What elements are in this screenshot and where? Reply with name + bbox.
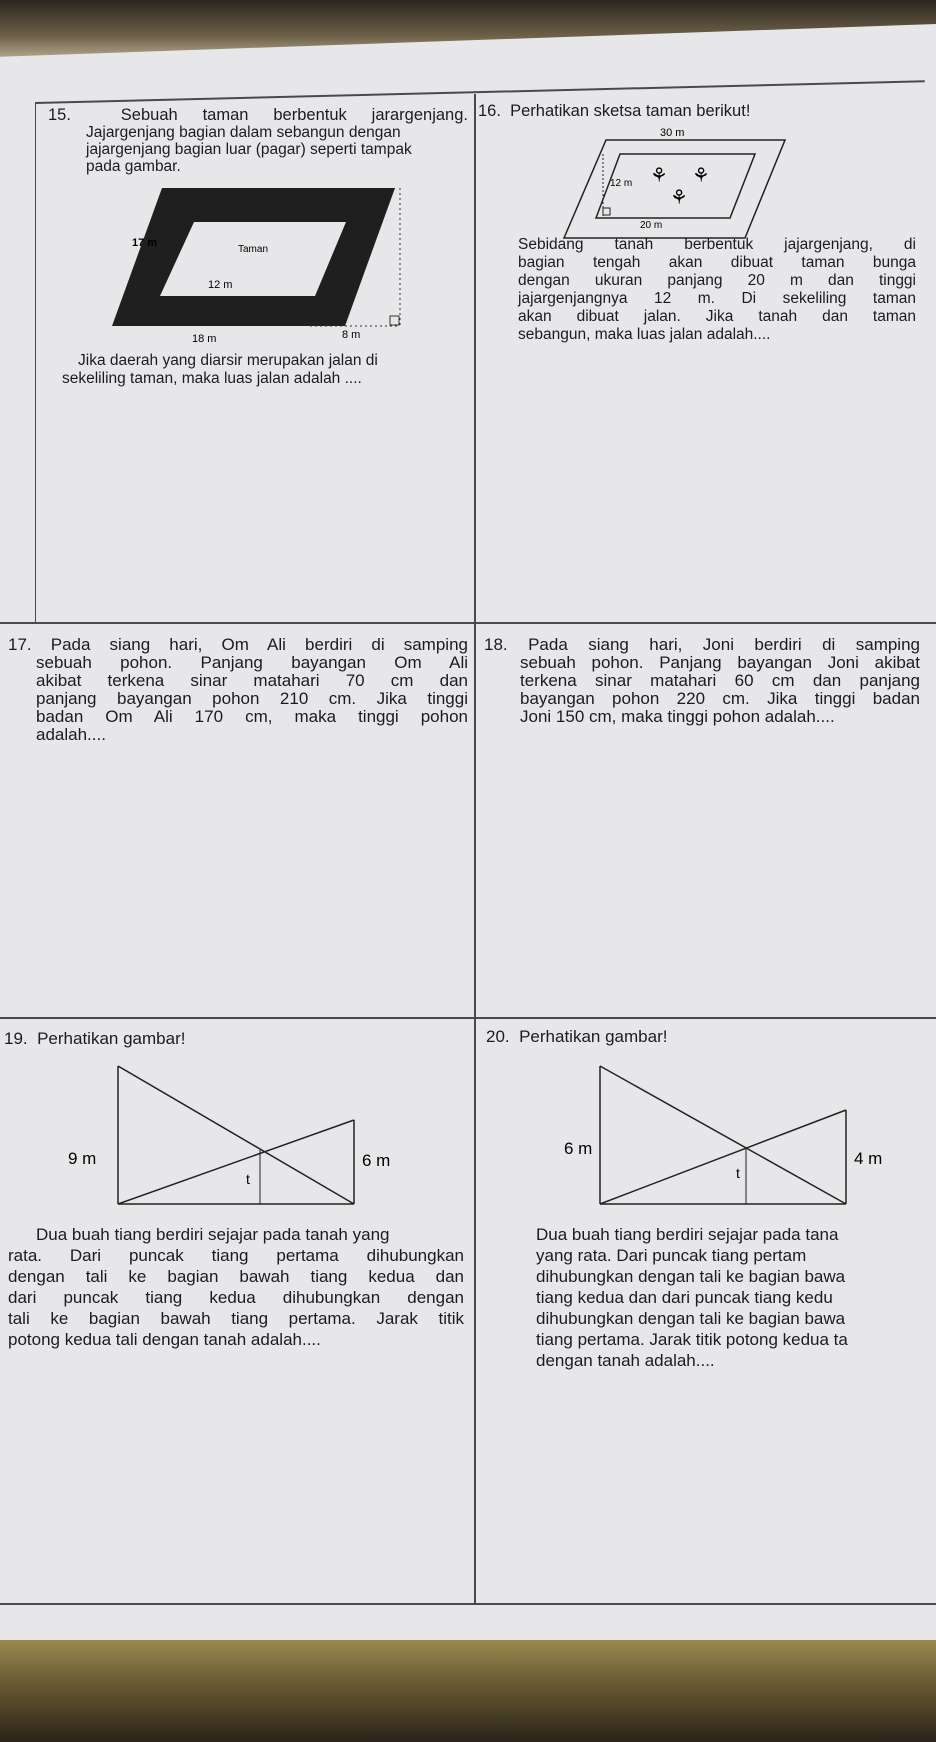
- q19-label-t: t: [246, 1171, 250, 1187]
- q19-rope-2: [118, 1120, 354, 1204]
- q15-label-17: 17 m: [132, 237, 158, 249]
- q15-question: [62, 352, 468, 388]
- q20-line-1: Dua buah tiang berdiri sejajar pada tana: [536, 1225, 839, 1244]
- q17-line-5: badan Om Ali 170 cm, maka tinggi pohon: [36, 707, 468, 726]
- q20-label-right: 4 m: [854, 1149, 883, 1168]
- q19-line-3: dengan tali ke bagian bawah tiang kedua dan: [8, 1267, 464, 1286]
- q18-line-5: Joni 150 cm, maka tinggi pohon adalah....: [520, 707, 835, 726]
- q15-label-12: 12 m: [208, 279, 233, 291]
- background-bottom: [0, 1640, 936, 1742]
- rule-row2: [0, 1017, 936, 1019]
- q18-line-2: sebuah pohon. Panjang bayangan Joni akibat: [520, 653, 920, 672]
- q20-line-7: dengan tanah adalah....: [536, 1351, 715, 1370]
- q16-label-30: 30 m: [660, 127, 685, 139]
- q20-label-left: 6 m: [564, 1139, 593, 1158]
- q20-title: 20. Perhatikan gambar!: [486, 1027, 668, 1046]
- q15-line-4: pada gambar.: [86, 158, 181, 175]
- q17-line-1: 17. Pada siang hari, Om Ali berdiri di samping: [8, 635, 468, 654]
- q15-label-18: 18 m: [192, 333, 217, 345]
- q20-poles-figure: [560, 1058, 890, 1208]
- q18-line-1: 18. Pada siang hari, Joni berdiri di samping: [484, 635, 920, 654]
- q17-body: [36, 654, 468, 744]
- q15-line-1: 15. Sebuah taman berbentuk jarargenjang.: [48, 106, 468, 124]
- q20-line-3: dihubungkan dengan tali ke bagian bawa: [536, 1267, 846, 1286]
- q19-line-6: potong kedua tali dengan tanah adalah....: [8, 1330, 321, 1349]
- q15-intro: [86, 124, 468, 175]
- q15-question-line-2: sekeliling taman, maka luas jalan adalah ....: [62, 370, 362, 387]
- q19-line-2: rata. Dari puncak tiang pertama dihubungkan: [8, 1246, 464, 1265]
- q20-rope-1: [600, 1066, 846, 1204]
- q16-line-1: Sebidang tanah berbentuk jajargenjang, di: [518, 236, 916, 253]
- q16-garden-sketch: [560, 126, 790, 242]
- q17-line-3: akibat terkena sinar matahari 70 cm dan: [36, 671, 468, 690]
- q15-question-line-1: Jika daerah yang diarsir merupakan jalan di: [78, 352, 378, 369]
- q20-line-5: dihubungkan dengan tali ke bagian bawa: [536, 1309, 846, 1328]
- q19-title: 19. Perhatikan gambar!: [4, 1029, 186, 1048]
- rule-mid-vertical: [474, 94, 476, 1604]
- q17-line-6: adalah....: [36, 725, 106, 744]
- question-19-title: [4, 1030, 464, 1048]
- q16-label-20: 20 m: [640, 220, 663, 231]
- q15-parallelogram-figure: [110, 186, 410, 346]
- question-18: [484, 636, 920, 654]
- question-17: [8, 636, 468, 654]
- rule-bottom: [0, 1603, 936, 1605]
- q15-label-8: 8 m: [342, 329, 361, 341]
- q19-line-1: Dua buah tiang berdiri sejajar pada tanah yang: [36, 1225, 390, 1244]
- q18-line-4: bayangan pohon 220 cm. Jika tinggi badan: [520, 689, 920, 708]
- q16-line-2: bagian tengah akan dibuat taman bunga: [518, 254, 916, 271]
- question-15: [48, 106, 468, 124]
- q16-label-12: 12 m: [610, 178, 633, 189]
- question-16: [478, 102, 918, 120]
- rule-left-top: [35, 102, 36, 622]
- q18-body: [520, 654, 920, 726]
- q20-line-6: tiang pertama. Jarak titik potong kedua ta: [536, 1330, 848, 1349]
- q16-line-4: jajargenjangnya 12 m. Di sekeliling taman: [518, 290, 916, 307]
- q19-label-right: 6 m: [362, 1151, 391, 1170]
- q16-line-3: dengan ukuran panjang 20 m dan tinggi: [518, 272, 916, 289]
- q16-flower-icon-1: ⚘: [650, 165, 668, 187]
- q19-rope-1: [118, 1066, 354, 1204]
- rule-row1: [0, 622, 936, 624]
- q19-poles-figure: [60, 1058, 391, 1208]
- q15-right-angle: [390, 316, 399, 325]
- q20-label-t: t: [736, 1165, 740, 1181]
- q16-flower-icon-3: ⚘: [670, 187, 688, 209]
- q20-rope-2: [600, 1110, 846, 1204]
- q19-line-5: tali ke bagian bawah tiang pertama. Jarak titik: [8, 1309, 464, 1328]
- q15-line-2: Jajargenjang bagian dalam sebangun dengan: [86, 124, 401, 141]
- q16-body: [518, 236, 916, 344]
- q15-line-3: jajargenjang bagian luar (pagar) seperti tampak: [86, 141, 412, 158]
- q18-line-3: terkena sinar matahari 60 cm dan panjang: [520, 671, 920, 690]
- q16-line-5: akan dibuat jalan. Jika tanah dan taman: [518, 308, 916, 325]
- q15-label-taman: Taman: [238, 244, 269, 255]
- q19-label-left: 9 m: [68, 1149, 97, 1168]
- q16-flower-icon-2: ⚘: [692, 165, 710, 187]
- q16-line-6: sebangun, maka luas jalan adalah....: [518, 326, 771, 343]
- q17-line-2: sebuah pohon. Panjang bayangan Om Ali: [36, 653, 468, 672]
- q20-body: [536, 1224, 936, 1371]
- q20-line-4: tiang kedua dan dari puncak tiang kedu: [536, 1288, 833, 1307]
- q19-body: [8, 1224, 464, 1350]
- q20-line-2: yang rata. Dari puncak tiang pertam: [536, 1246, 807, 1265]
- question-20-title: [486, 1028, 926, 1046]
- q16-title: 16. Perhatikan sketsa taman berikut!: [478, 102, 751, 120]
- q16-right-angle: [603, 208, 610, 215]
- q17-line-4: panjang bayangan pohon 210 cm. Jika tinggi: [36, 689, 468, 708]
- q19-line-4: dari puncak tiang kedua dihubungkan dengan: [8, 1288, 464, 1307]
